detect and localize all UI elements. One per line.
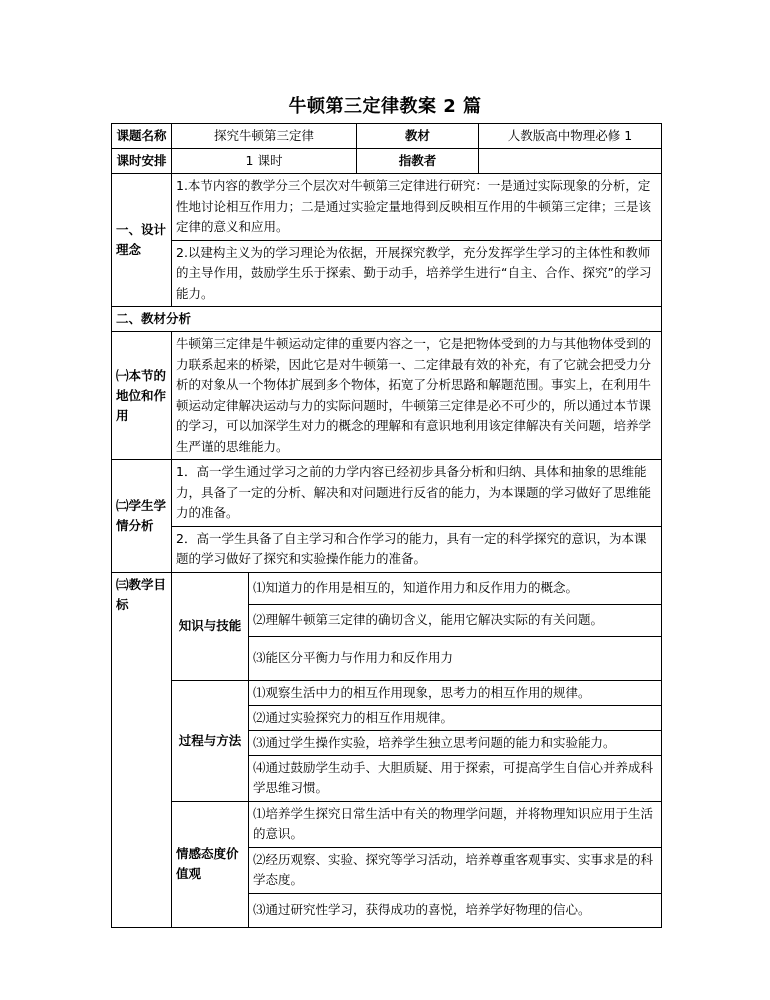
header-row-2 [112,149,662,174]
position-role-label: ㈠本节的地位和作用 [112,332,172,460]
goal-item: ⑷通过鼓励学生动手、大胆质疑、用于探索，可提高学生自信心并养成科学思维习惯。 [249,755,662,801]
instructor-value [479,149,662,174]
textbook-label: 教材 [357,124,479,149]
goal-row [112,680,662,705]
design-concept-row-1 [112,174,662,241]
teaching-goals-label: ㈢教学目标 [112,572,172,927]
goal-item: ⑵经历观察、实验、探究等学习活动，培养尊重客观事实、实事求是的科学态度。 [249,847,662,893]
position-role-text: 牛顿第三定律是牛顿运动定律的重要内容之一，它是把物体受到的力与其他物体受到的力联系起来的桥梁，因此它是对牛顿第一、二定律最有效的补充，有了它就会把受力分析的对象从一个物体扩展到多个物体，拓宽了分析思路和解题范围。事实上，在利用牛顿运动定律解决运动与力的实际问题时，牛顿第三定律是必不可少的，所以通过本节课的学习，可以加深学生对力的概念的理解和有意识地利用该定律解决有关问题，培养学生严谨的思维能力。 [172,332,662,460]
goal-row [112,572,662,604]
topic-value: 探究牛顿第三定律 [172,124,357,149]
goal-item: ⑴培养学生探究日常生活中有关的物理学问题，并将物理知识应用于生活的意识。 [249,801,662,847]
topic-label: 课题名称 [112,124,172,149]
goal-item: ⑴知道力的作用是相互的，知道作用力和反作用力的概念。 [249,572,662,604]
design-concept-label: 一、设计理念 [112,174,172,307]
goal-group-name: 知识与技能 [172,572,249,680]
goal-item: ⑶通过研究性学习，获得成功的喜悦，培养学好物理的信心。 [249,893,662,927]
goal-item: ⑴观察生活中力的相互作用现象，思考力的相互作用的规律。 [249,680,662,705]
lesson-plan-table [111,123,662,928]
student-analysis-label: ㈡学生学情分析 [112,460,172,573]
goal-group-name: 情感态度价值观 [172,801,249,927]
goal-item: ⑵通过实验探究力的相互作用规律。 [249,705,662,730]
goal-item: ⑵理解牛顿第三定律的确切含义，能用它解决实际的有关问题。 [249,604,662,636]
design-concept-item: 1.本节内容的教学分三个层次对牛顿第三定律进行研究：一是通过实际现象的分析，定性地讨论相互作用力；二是通过实验定量地得到反映相互作用的牛顿第三定律；三是该定律的意义和应用。 [172,174,662,241]
instructor-label: 指教者 [357,149,479,174]
design-concept-row-2 [112,240,662,307]
student-analysis-row-1 [112,460,662,527]
textbook-value: 人教版高中物理必修 1 [479,124,662,149]
page-title: 牛顿第三定律教案 2 篇 [288,96,482,117]
goal-item: ⑶能区分平衡力与作用力和反作用力 [249,636,662,680]
design-concept-item: 2.以建构主义为的学习理论为依据，开展探究教学，充分发挥学生学习的主体性和教师的主导作用，鼓励学生乐于探索、勤于动手，培养学生进行“自主、合作、探究”的学习能力。 [172,240,662,307]
position-role-row [112,332,662,460]
goal-group-name: 过程与方法 [172,680,249,801]
header-row-1 [112,124,662,149]
goal-item: ⑶通过学生操作实验，培养学生独立思考问题的能力和实验能力。 [249,730,662,755]
student-analysis-item: 2．高一学生具备了自主学习和合作学习的能力，具有一定的科学探究的意识，为本课题的学习做好了探究和实验操作能力的准备。 [172,526,662,572]
goal-row [112,801,662,847]
student-analysis-item: 1．高一学生通过学习之前的力学内容已经初步具备分析和归纳、具体和抽象的思维能力，具备了一定的分析、解决和对问题进行反省的能力，为本课题的学习做好了思维能力的准备。 [172,460,662,527]
material-analysis-heading-row [112,307,662,332]
schedule-label: 课时安排 [112,149,172,174]
schedule-value: 1 课时 [172,149,357,174]
student-analysis-row-2 [112,526,662,572]
material-analysis-heading: 二、教材分析 [112,307,662,332]
